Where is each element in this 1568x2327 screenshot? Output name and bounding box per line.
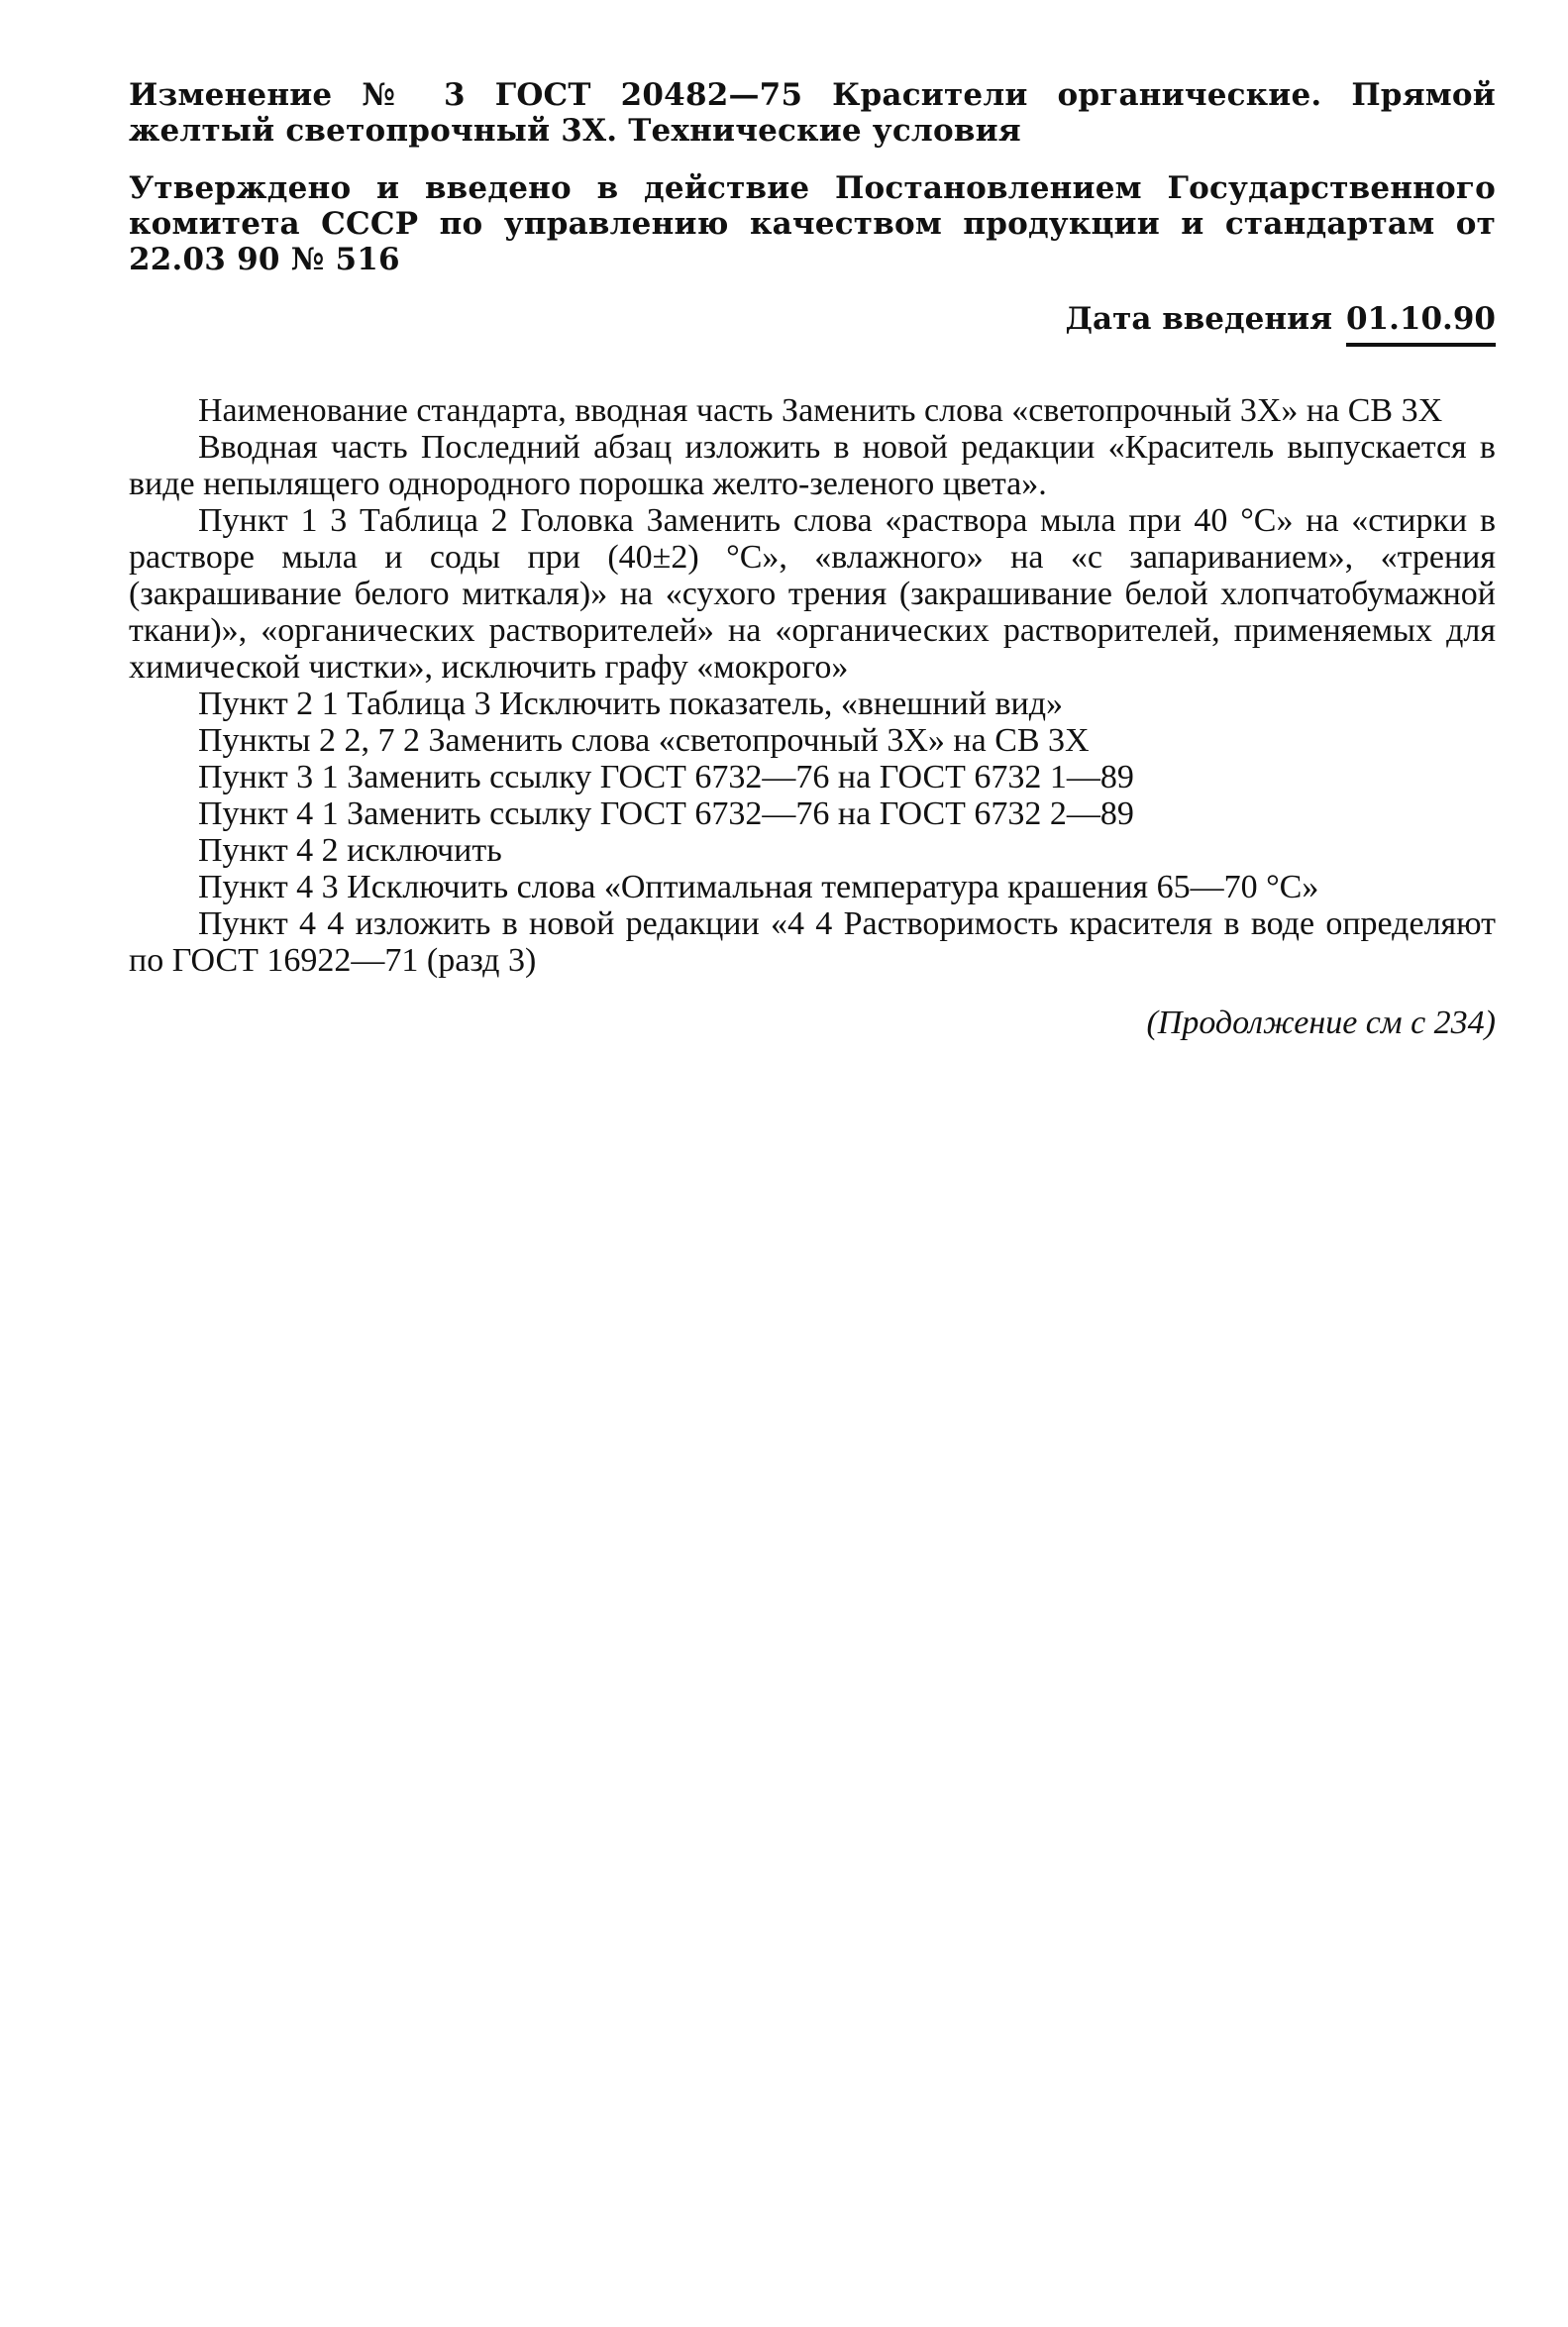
paragraph-introduction: Вводная часть Последний абзац изложить в новой редакции «Краситель выпускается в виде непылящего однородного порошка желто-зеленого цвета». (129, 429, 1496, 502)
paragraph-item-4-2: Пункт 4 2 исключить (198, 832, 502, 869)
amendment-body (129, 392, 1496, 979)
paragraph-item-2-1: Пункт 2 1 Таблица 3 Исключить показатель, «внешний вид» (198, 686, 1063, 722)
approval-statement: Утверждено и введено в действие Постановлением Государственного комитета СССР по управлению качеством продукции и стандартам от 22.03 90 № 516 (129, 170, 1496, 277)
paragraph-item-3-1: Пункт 3 1 Заменить ссылку ГОСТ 6732—76 на ГОСТ 6732 1—89 (198, 759, 1134, 795)
continuation-note: (Продолжение см с 234) (1146, 1005, 1496, 1041)
document-page (129, 77, 1496, 1041)
paragraph-item-4-4: Пункт 4 4 изложить в новой редакции «4 4 Растворимость красителя в воде определяют по ГОСТ 16922—71 (разд 3) (129, 905, 1496, 979)
paragraph-item-1-3: Пункт 1 3 Таблица 2 Головка Заменить слова «раствора мыла при 40 °С» на «стирки в растворе мыла и соды при (40±2) °С», «влажного» на «с запариванием», «трения (закрашивание белого миткаля)» на «сухого трения (закрашивание белой хлопчатобумажной ткани)», «органических растворителей» на «органических растворителей, применяемых для химической чистки», исключить графу «мокрого» (129, 502, 1496, 686)
paragraph-standard-name: Наименование стандарта, вводная часть Заменить слова «светопрочный 3Х» на СВ 3Х (198, 392, 1443, 429)
paragraph-item-4-3: Пункт 4 3 Исключить слова «Оптимальная температура крашения 65—70 °С» (198, 869, 1319, 905)
effective-date (129, 301, 1496, 347)
paragraph-item-4-1: Пункт 4 1 Заменить ссылку ГОСТ 6732—76 на ГОСТ 6732 2—89 (198, 795, 1134, 832)
paragraph-items-2-2-7-2: Пункты 2 2, 7 2 Заменить слова «светопрочный 3Х» на СВ 3Х (198, 722, 1090, 759)
amendment-title: Изменение № 3 ГОСТ 20482—75 Красители органические. Прямой желтый светопрочный 3Х. Технические условия (129, 77, 1496, 149)
effective-date-label: Дата введения (1065, 301, 1332, 337)
effective-date-value: 01.10.90 (1346, 301, 1496, 347)
